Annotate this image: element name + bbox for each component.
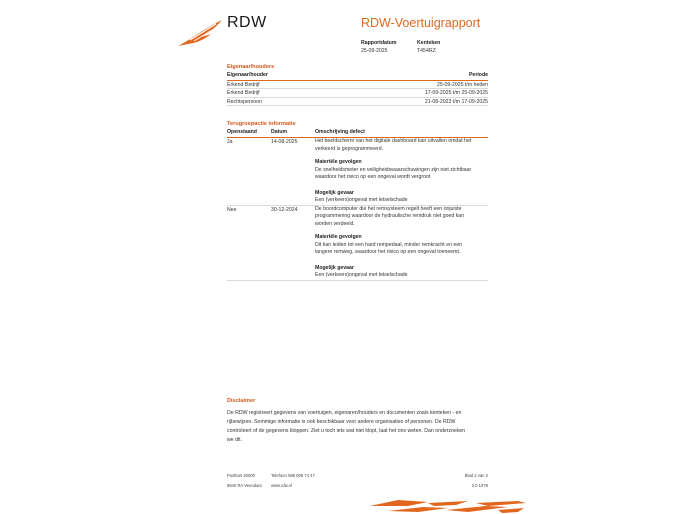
recalls-col-open: Openstaand <box>227 129 257 135</box>
table-row <box>227 138 488 206</box>
document-title: RDW-Voertuigrapport <box>361 16 481 30</box>
description-line: De boordcomputer die het remsysteem regelt heeft een onjuiste <box>315 205 462 212</box>
description-line: programmering waardoor de hydraulische remdruk niet goed kan <box>315 213 465 219</box>
date-cell: 14-08-2025 <box>271 139 298 145</box>
consequences-line: De snelheidsmeter en veiligheidswaarschuwingen zijn niet zichtbaar <box>315 166 472 173</box>
disclaimer-title: Disclaimer <box>227 398 256 404</box>
footer-city: 9640 RA Veendam <box>227 483 262 488</box>
plate-label: Kenteken <box>417 40 441 46</box>
footer-contact <box>271 471 315 491</box>
danger-text: Een (verkeers)ongeval met letselschade <box>315 272 408 278</box>
table-row <box>227 81 488 89</box>
danger-text: Een (verkeers)ongeval met letselschade <box>315 197 408 203</box>
consequences-line: Dit kan leiden tot een hard rempedaal, minder remkracht en een <box>315 241 463 248</box>
recalls-col-date: Datum <box>271 129 288 135</box>
footer-postbus: Postbus 30000 <box>227 473 255 478</box>
owners-table-header <box>227 72 488 81</box>
description-line: verkeerd is geprogrammeerd. <box>315 145 384 152</box>
period-cell: 21-08-2023 t/m 17-09-2025 <box>424 98 488 105</box>
footer-page-info <box>465 471 488 491</box>
description-line: Het beeldscherm van het digitale dashboard kan uitvallen omdat het <box>315 138 472 144</box>
footer-version: 2.0 1078 <box>471 483 488 488</box>
owners-section-title: Eigenaar/houders <box>227 64 275 70</box>
recalls-table-header <box>227 129 488 138</box>
disclaimer-text <box>227 409 492 445</box>
consequences-line: langere remweg, waardoor het risico op een ongeval toeneemt. <box>315 249 461 255</box>
owners-table <box>227 72 488 106</box>
rdw-logo-icon <box>176 18 224 48</box>
open-cell: Nee <box>227 206 237 213</box>
disclaimer-line: we dit. <box>227 437 242 443</box>
report-date-label: Rapportdatum <box>361 40 397 46</box>
owners-col-owner: Eigenaar/houder <box>227 72 268 78</box>
footer-address <box>227 471 262 491</box>
table-row <box>227 98 488 106</box>
disclaimer-line: De RDW registreert gegevens van voertuigen, eigenaren/houders en documenten zoals kenteken - en <box>227 410 462 416</box>
recalls-section-title: Terugroepactie informatie <box>227 121 296 127</box>
disclaimer-line: rijbewijzen. Sommige informatie is ook beschikbaar voor andere organisaties of personen. De RDW <box>227 419 456 425</box>
disclaimer-line: controleert of de gegevens kloppen. Ziet u toch iets wat niet klopt, laat het ons weten. Dan onderzoeken <box>227 428 466 434</box>
recalls-col-desc: Omschrijving defect <box>315 129 365 135</box>
description-cell <box>315 206 488 280</box>
table-row <box>227 89 488 97</box>
period-cell: 17-09-2025 t/m 25-09-2025 <box>424 90 488 97</box>
consequences-line: waardoor het risico op een ongeval wordt vergroot <box>315 174 431 180</box>
owner-cell: Rechtspersoon <box>227 98 262 105</box>
footer-web-link[interactable]: www.rdw.nl <box>271 483 292 488</box>
footer-phone: Telefoon 088 008 74 47 <box>271 473 315 478</box>
description-line: worden verdeeld. <box>315 220 355 227</box>
open-cell: Ja <box>227 139 233 145</box>
recalls-table <box>227 129 488 281</box>
table-row <box>227 206 488 281</box>
period-cell: 25-09-2025 t/m heden <box>436 82 488 88</box>
plate-value: T454RZ <box>417 47 436 54</box>
consequences-label: Materiële gevolgen <box>315 159 362 165</box>
decorative-stripes-icon <box>368 497 528 514</box>
danger-label: Mogelijk gevaar <box>315 189 354 196</box>
report-date-block <box>361 40 396 55</box>
report-date-value: 25-09-2025 <box>361 47 388 54</box>
owner-cell: Erkend Bedrijf <box>227 82 260 88</box>
owners-col-period: Periode <box>468 72 488 78</box>
consequences-label: Materiële gevolgen <box>315 234 362 240</box>
description-cell <box>315 138 488 205</box>
date-cell: 30-12-2024 <box>271 206 298 213</box>
danger-label: Mogelijk gevaar <box>315 264 354 271</box>
footer-page-number: Blad 2 van 2 <box>464 473 488 478</box>
owner-cell: Erkend Bedrijf <box>227 90 260 97</box>
plate-block <box>417 40 440 55</box>
brand-name: RDW <box>227 14 267 31</box>
